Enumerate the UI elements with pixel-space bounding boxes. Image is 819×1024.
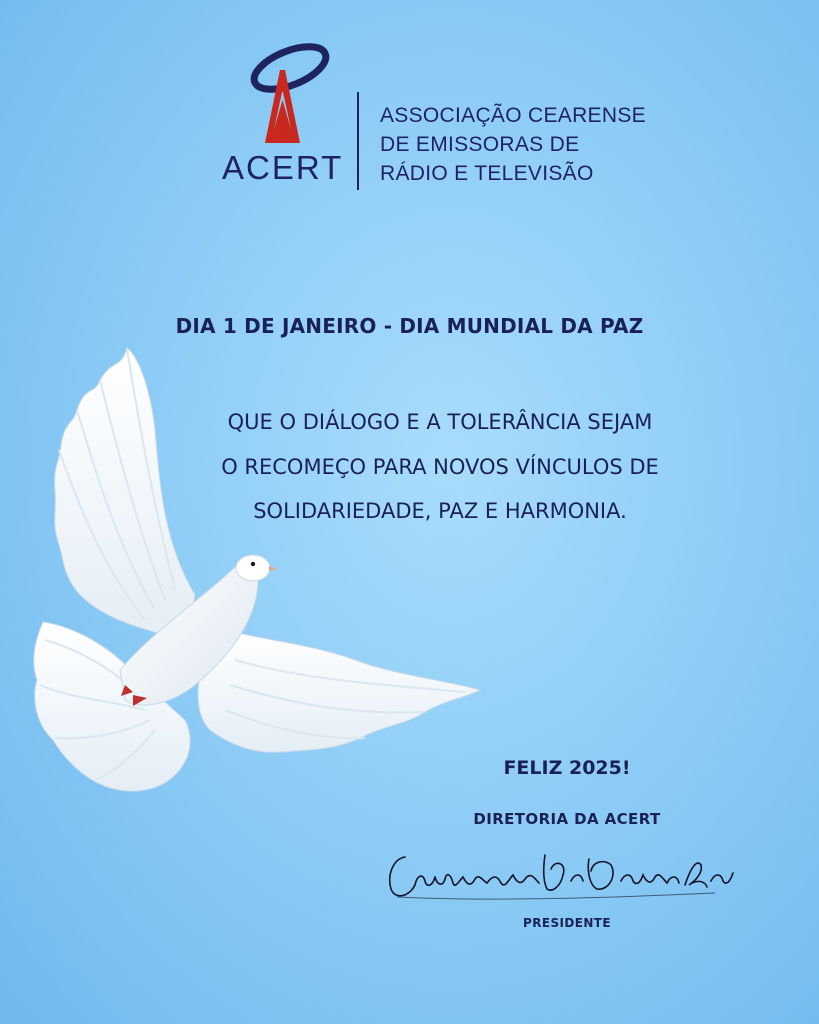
handwritten-signature — [385, 845, 745, 907]
antenna-logo-icon — [222, 40, 352, 158]
president-title: PRESIDENTE — [523, 916, 611, 930]
page-title: DIA 1 DE JANEIRO - DIA MUNDIAL DA PAZ — [175, 314, 644, 338]
org-name-line: DE EMISSORAS DE — [380, 133, 580, 156]
new-year-greeting: FELIZ 2025! — [503, 757, 631, 779]
message-line: SOLIDARIEDADE, PAZ E HARMONIA. — [253, 499, 627, 523]
acert-logo — [222, 40, 352, 190]
board-label: DIRETORIA DA ACERT — [473, 810, 661, 828]
org-name-line: ASSOCIAÇÃO CEARENSE — [380, 104, 646, 127]
logo-divider — [357, 92, 359, 190]
logo-wordmark: ACERT — [222, 149, 344, 186]
message-line: QUE O DIÁLOGO E A TOLERÂNCIA SEJAM — [227, 410, 653, 434]
org-name-line: RÁDIO E TELEVISÃO — [380, 162, 594, 185]
organization-name — [380, 101, 646, 188]
white-dove-image — [25, 340, 495, 800]
message-line: O RECOMEÇO PARA NOVOS VÍNCULOS DE — [221, 454, 659, 479]
